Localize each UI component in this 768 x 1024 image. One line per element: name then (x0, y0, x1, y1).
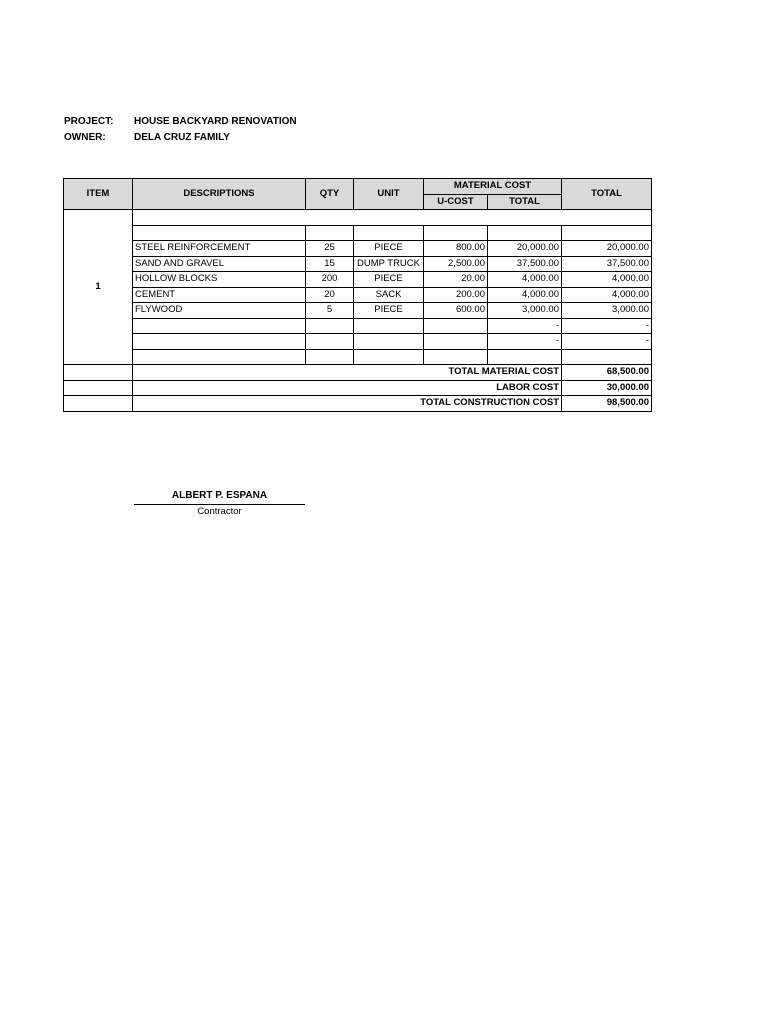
signatory-role: Contractor (197, 506, 242, 517)
cell-qty: 25 (306, 241, 354, 257)
cell-total (562, 349, 652, 365)
table-row (64, 334, 652, 350)
cell-ucost (424, 334, 488, 350)
blank-cell (133, 210, 652, 226)
summary-label: TOTAL MATERIAL COST (133, 365, 562, 381)
cell-qty: 20 (306, 287, 354, 303)
cell-desc: CEMENT (133, 287, 306, 303)
cell-desc: FLYWOOD (133, 303, 306, 319)
cell-total: - (562, 318, 652, 334)
cost-estimate-table (63, 178, 652, 412)
cell-unit (354, 349, 424, 365)
table-row (64, 241, 652, 257)
cell-unit: SACK (354, 287, 424, 303)
cell-ucost (424, 318, 488, 334)
cell-ucost: 200.00 (424, 287, 488, 303)
project-line (64, 115, 297, 129)
cell-unit: DUMP TRUCK (354, 256, 424, 272)
cell-qty (306, 334, 354, 350)
cell-unit: PIECE (354, 272, 424, 288)
cell-desc: SAND AND GRAVEL (133, 256, 306, 272)
col-header-u-cost: U-COST (424, 194, 488, 210)
cell-mtotal: - (488, 318, 562, 334)
cell-total: 3,000.00 (562, 303, 652, 319)
summary-row (64, 396, 652, 412)
cell-mtotal: 3,000.00 (488, 303, 562, 319)
cell-unit (354, 318, 424, 334)
blank-cell (64, 365, 133, 381)
cell-unit: PIECE (354, 303, 424, 319)
table-row (64, 272, 652, 288)
cell-mtotal: - (488, 334, 562, 350)
col-header-unit: UNIT (354, 179, 424, 210)
cell-ucost: 20.00 (424, 272, 488, 288)
summary-value: 98,500.00 (562, 396, 652, 412)
owner-line (64, 131, 230, 145)
cell-qty (306, 318, 354, 334)
cell-desc (133, 225, 306, 241)
cell-unit: PIECE (354, 241, 424, 257)
cell-qty (306, 349, 354, 365)
summary-label: LABOR COST (133, 380, 562, 396)
cell-mtotal (488, 349, 562, 365)
blank-cell (64, 396, 133, 412)
cell-qty (306, 225, 354, 241)
cell-ucost: 800.00 (424, 241, 488, 257)
table-row (64, 225, 652, 241)
table-row (64, 303, 652, 319)
col-header-total: TOTAL (562, 179, 652, 210)
table-row (64, 210, 652, 226)
signatory-name: ALBERT P. ESPANA (134, 489, 305, 505)
cell-total: 20,000.00 (562, 241, 652, 257)
col-header-material-cost: MATERIAL COST (424, 179, 562, 195)
cell-mtotal (488, 225, 562, 241)
owner-value: DELA CRUZ FAMILY (134, 132, 230, 143)
cell-unit (354, 334, 424, 350)
cell-ucost: 2,500.00 (424, 256, 488, 272)
item-number: 1 (64, 210, 133, 365)
project-label: PROJECT: (64, 116, 114, 127)
col-header-qty: QTY (306, 179, 354, 210)
summary-label: TOTAL CONSTRUCTION COST (133, 396, 562, 412)
cell-qty: 200 (306, 272, 354, 288)
blank-cell (64, 380, 133, 396)
cell-desc: HOLLOW BLOCKS (133, 272, 306, 288)
summary-value: 68,500.00 (562, 365, 652, 381)
cell-total: - (562, 334, 652, 350)
owner-label: OWNER: (64, 132, 106, 143)
cell-unit (354, 225, 424, 241)
cell-desc (133, 334, 306, 350)
cell-ucost (424, 349, 488, 365)
cell-ucost (424, 225, 488, 241)
summary-row (64, 365, 652, 381)
cell-desc: STEEL REINFORCEMENT (133, 241, 306, 257)
cell-mtotal: 4,000.00 (488, 272, 562, 288)
table-row (64, 287, 652, 303)
table-row (64, 318, 652, 334)
cell-qty: 15 (306, 256, 354, 272)
summary-row (64, 380, 652, 396)
project-value: HOUSE BACKYARD RENOVATION (134, 116, 297, 127)
cell-mtotal: 4,000.00 (488, 287, 562, 303)
col-header-descriptions: DESCRIPTIONS (133, 179, 306, 210)
cell-total: 4,000.00 (562, 272, 652, 288)
table-row (64, 256, 652, 272)
summary-value: 30,000.00 (562, 380, 652, 396)
cell-qty: 5 (306, 303, 354, 319)
table-row (64, 349, 652, 365)
col-header-item: ITEM (64, 179, 133, 210)
cell-ucost: 600.00 (424, 303, 488, 319)
signature-block (134, 489, 305, 519)
cell-total: 4,000.00 (562, 287, 652, 303)
col-header-material-total: TOTAL (488, 194, 562, 210)
cell-desc (133, 318, 306, 334)
cell-desc (133, 349, 306, 365)
cell-mtotal: 20,000.00 (488, 241, 562, 257)
cell-total (562, 225, 652, 241)
cell-mtotal: 37,500.00 (488, 256, 562, 272)
cell-total: 37,500.00 (562, 256, 652, 272)
